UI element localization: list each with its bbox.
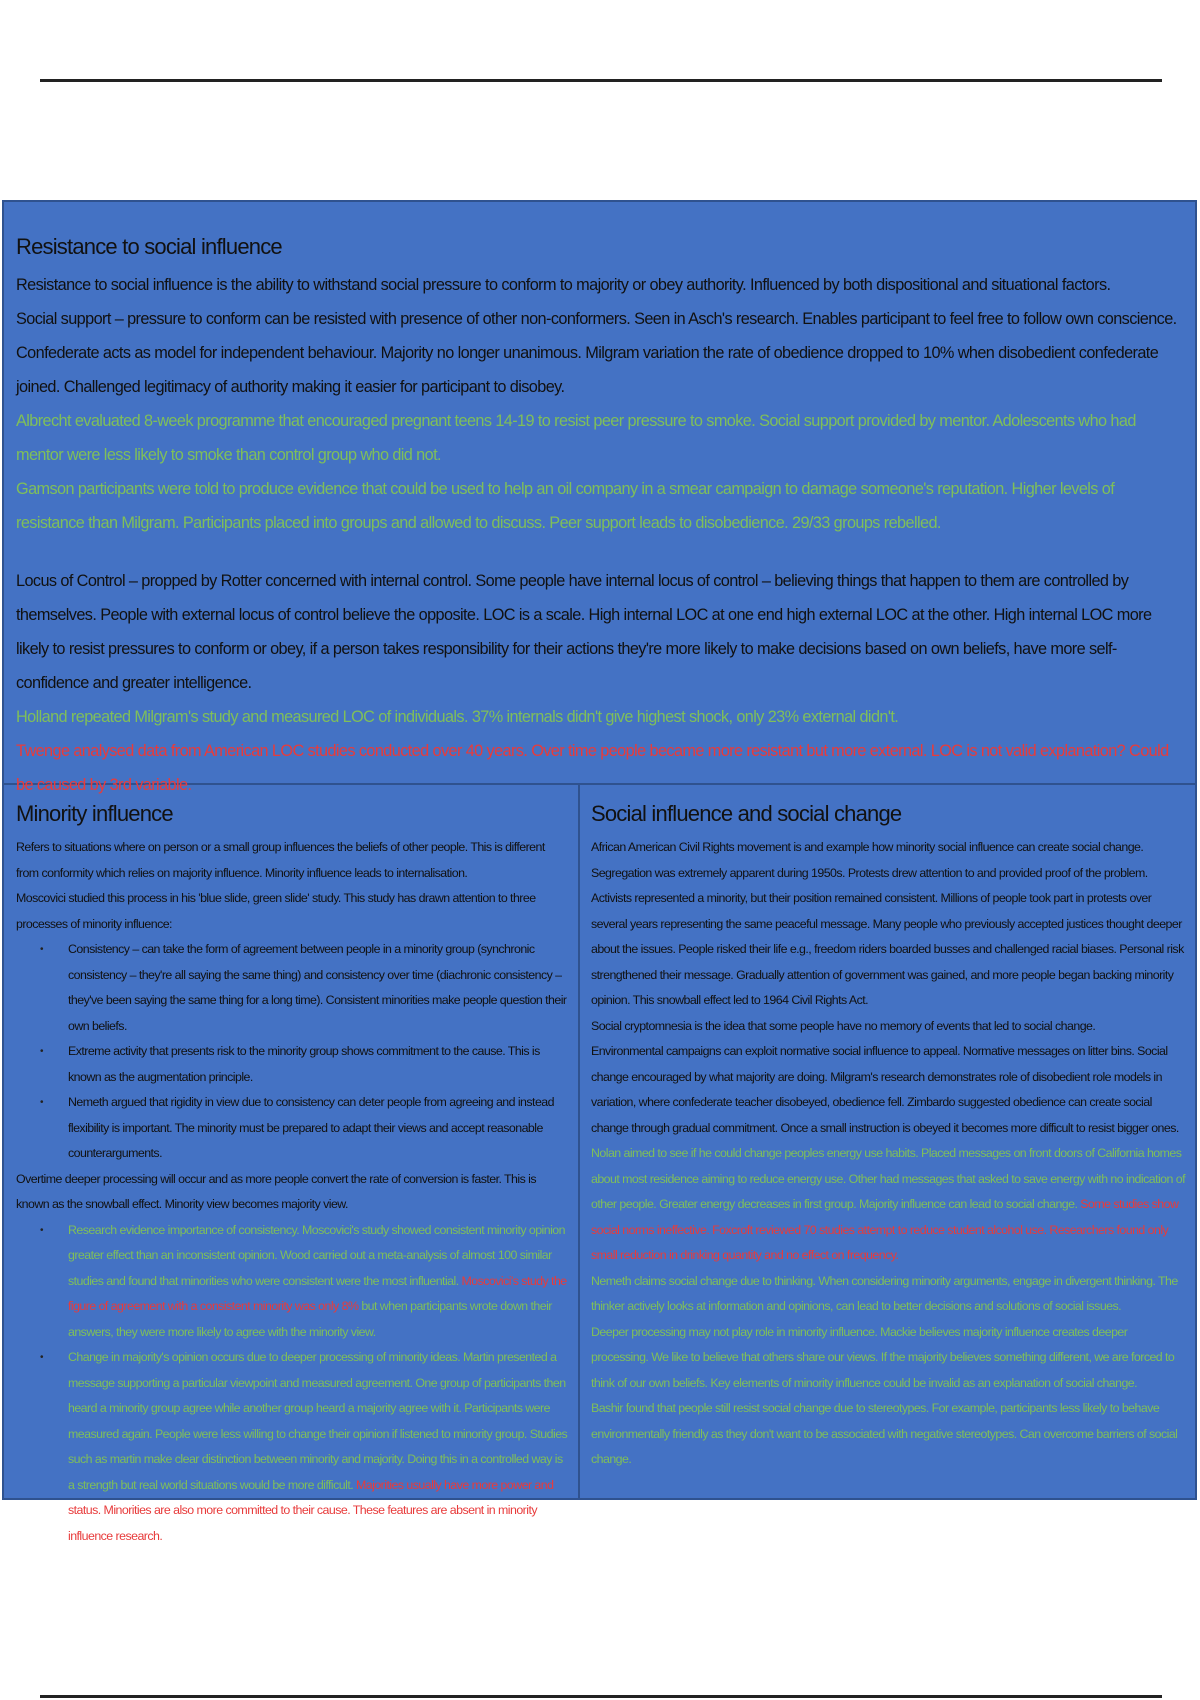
locus-of-control-text: Locus of Control – propped by Rotter concerned with internal control. Some people have internal locus of control – believing things that happen to them are controlled by themselves. People with external locus of control believe the opposite. LOC is a scale. High internal LOC at one end high external LOC at the other. High internal LOC more likely to resist pressures to conform or obey, if a person takes responsibility for their actions they're more likely to make decisions based on own beliefs, have more self-confidence and greater intelligence. [16,572,1152,692]
minority-title: Minority influence [16,801,173,826]
holland-evaluation: Holland repeated Milgram's study and measured LOC of individuals. 37% internals didn't give highest shock, only 23% external didn't. [16,708,899,726]
gamson-evaluation: Gamson participants were told to produce evidence that could be used to help an oil company in a smear campaign to damage someone's reputation. Higher levels of resistance than Milgram. Participants placed into groups and allowed to discuss. Peer support leads to disobedience. 29/33 groups rebelled. [16,480,1115,532]
consistency-evidence: Research evidence importance of consistency. Moscovici's study showed consistent minority opinion greater effect than an inconsistent opinion. Wood carried out a meta-analysis of almost 100 similar studies and found that minorities who were consistent were the most influential. [68,1222,565,1288]
evaluation-list [16,1218,568,1550]
bashir-evaluation: Bashir found that people still resist social change due to stereotypes. For example, participants less likely to behave environmentally friendly as they don't want to be associated with negative stereotypes. Can overcome barriers of social change. [591,1401,1178,1466]
knowledge-organiser [2,200,1197,1543]
resistance-panel [4,202,1195,794]
footer-rule [40,1695,1162,1698]
twenge-evaluation: Twenge analysed data from American LOC studies conducted over 40 years. Over time people became more resistant but more external. LOC is not valid explanation? Could be caused by 3rd variable. [16,742,1169,794]
list-item: • Extreme activity that presents risk to the minority group shows commitment to the cause. This is known as the augmentation principle. [68,1039,568,1090]
list-item: • Consistency – can take the form of agreement between people in a minority group (synchronic consistency – they're all saying the same thing) and consistency over time (diachronic consistency – they've been saying the same thing for a long time). Consistent minorities make people question their own beliefs. [68,937,568,1039]
resistance-title: Resistance to social influence [16,234,282,259]
social-change-title: Social influence and social change [591,801,902,826]
civil-rights-text: African American Civil Rights movement is and example how minority social influence can create social change. Segregation was extremely apparent during 1950s. Protests drew attention to and provided proof of the problem. Activists represented a minority, but their position remained consistent. Millions of people took part in protests over several years representing the same peaceful message. Many people who previously accepted justices thought deeper about the issues. People risked their life e.g., freedom riders boarded busses and challenged racial biases. Personal risk strengthened their message. Gradually attention of government was gained, and more people began backing minority opinion. This snowball effect led to 1964 Civil Rights Act. [591,840,1184,1007]
foxcroft-text: Some studies show social norms ineffective. Foxcroft reviewed 70 studies attempt to reduce student alcohol use. Researchers found only small reduction in drinking quantity and no effect on frequency. [591,1197,1179,1262]
nemeth-evaluation: Nemeth claims social change due to thinking. When considering minority arguments, engage in divergent thinking. The thinker actively looks at information and opinions, can lead to better decisions and solutions of social issues. [591,1273,1178,1313]
consistency-evidence-cont: but when participants wrote down their answers, they were more likely to agree with the minority view. [68,1299,552,1339]
nolan-evaluation [591,1141,1185,1269]
snowball-effect-text: Overtime deeper processing will occur and as more people convert the rate of conversion is faster. This is known as the snowball effect. Minority view becomes majority view. [16,1171,536,1211]
list-item [68,1218,568,1346]
moscovici-intro: Moscovici studied this process in his 'blue slide, green slide' study. This study has drawn attention to three processes of minority influence: [16,891,536,931]
minority-influence-panel [4,785,580,1543]
martin-evidence: Change in majority's opinion occurs due to deeper processing of minority ideas. Martin presented a message supporting a particular viewpoint and measured agreement. One group of participants then heard a minority group agree while another group heard a majority agree with it. Participants were measured again. People were less willing to change their opinion if listened to minority group. Studies such as martin make clear distinction between minority and majority. Doing this in a controlled way is a strength but real world situations would be more difficult. [68,1350,568,1492]
list-item: • Nemeth argued that rigidity in view due to consistency can deter people from agreeing and instead flexibility is important. The minority must be prepared to adapt their views and accept reasonable counterarguments. [68,1090,568,1167]
header-rule [40,79,1162,82]
minority-definition: Refers to situations where on person or a small group influences the beliefs of other people. This is different from conformity which relies on majority influence. Minority influence leads to internalisation. [16,840,545,880]
resistance-definition: Resistance to social influence is the ability to withstand social pressure to conform to majority or obey authority. Influenced by both dispositional and situational factors. [16,276,1111,294]
nolan-text: Nolan aimed to see if he could change peoples energy use habits. Placed messages on front doors of California homes about most residence aiming to reduce energy use. Other had messages that asked to save energy with no indication of other people. Greater energy decreases in first group. Majority influence can lead to social change. [591,1146,1185,1211]
processes-list [16,937,568,1167]
mackie-evaluation: Deeper processing may not play role in minority influence. Mackie believes majority influence creates deeper processing. We like to believe that others share our views. If the majority believes something different, we are forced to think of our own beliefs. Key elements of minority influence could be invalid as an explanation of social change. [591,1324,1175,1390]
martin-counterpoint: Majorities usually have more power and status. Minorities are also more committed to their cause. These features are absent in minority influence research. [68,1477,554,1543]
social-change-panel [580,785,1197,1498]
albrecht-evaluation: Albrecht evaluated 8-week programme that encouraged pregnant teens 14-19 to resist peer pressure to smoke. Social support provided by mentor. Adolescents who had mentor were less likely to smoke than control group who did not. [16,412,1136,464]
social-support-text: Social support – pressure to conform can be resisted with presence of other non-conformers. Seen in Asch's research. Enables participant to feel free to follow own conscience. Confederate acts as model for independent behaviour. Majority no longer unanimous. Milgram variation the rate of obedience dropped to 10% when disobedient confederate joined. Challenged legitimacy of authority making it easier for participant to disobey. [16,310,1177,396]
spacer [16,540,1183,564]
consistency-counterpoint: Moscovici's study the figure of agreement with a consistent minority was only 8% [68,1273,567,1313]
social-cryptomnesia-text: Social cryptomnesia is the idea that some people have no memory of events that led to social change. [591,1018,1096,1033]
list-item [68,1345,568,1549]
environmental-campaigns-text: Environmental campaigns can exploit normative social influence to appeal. Normative messages on litter bins. Social change encouraged by what majority are doing. Milgram's research demonstrates role of disobedient role models in variation, where confederate teacher disobeyed, obedience fell. Zimbardo suggested obedience can create social change through gradual commitment. Once a small instruction is obeyed it becomes more difficult to resist bigger ones. [591,1044,1179,1135]
